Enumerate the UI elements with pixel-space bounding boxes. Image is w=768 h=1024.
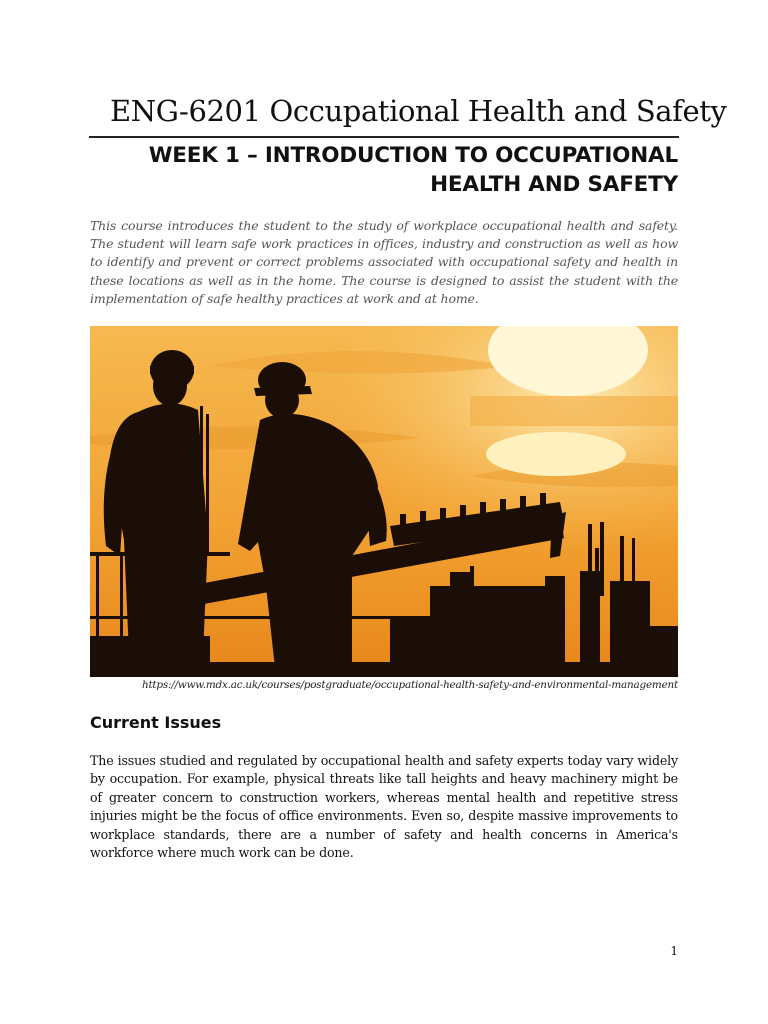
week-heading: WEEK 1 – INTRODUCTION TO OCCUPATIONAL HEALTH AND SAFETY (148, 143, 678, 197)
hero-image (90, 326, 678, 677)
course-intro: This course introduces the student to the study of workplace occupational health and safety. The student will learn safe work practices in offices, industry and construction as well as how to identify and prevent or correct problems associated with occupational safety and health in these locations as well as in the home. The course is designed to assist the student with the implementation of safe healthy practices at work and at home. (90, 218, 678, 306)
image-caption: https://www.mdx.ac.uk/courses/postgraduate/occupational-health-safety-and-environmental-management (141, 679, 678, 691)
construction-workers-silhouette-image (90, 326, 678, 677)
page-number: 1 (670, 944, 678, 958)
title-divider (89, 136, 679, 138)
course-title: ENG-6201 Occupational Health and Safety (110, 94, 727, 128)
section-body: The issues studied and regulated by occupational health and safety experts today vary widely by occupation. For example, physical threats like tall heights and heavy machinery might be of greater concern to construction workers, whereas mental health and repetitive stress injuries might be the focus of office environments. Even so, despite massive improvements to workplace standards, there are a number of safety and health concerns in America's workforce where much work can be done. (90, 753, 678, 861)
section-heading: Current Issues (90, 713, 222, 732)
